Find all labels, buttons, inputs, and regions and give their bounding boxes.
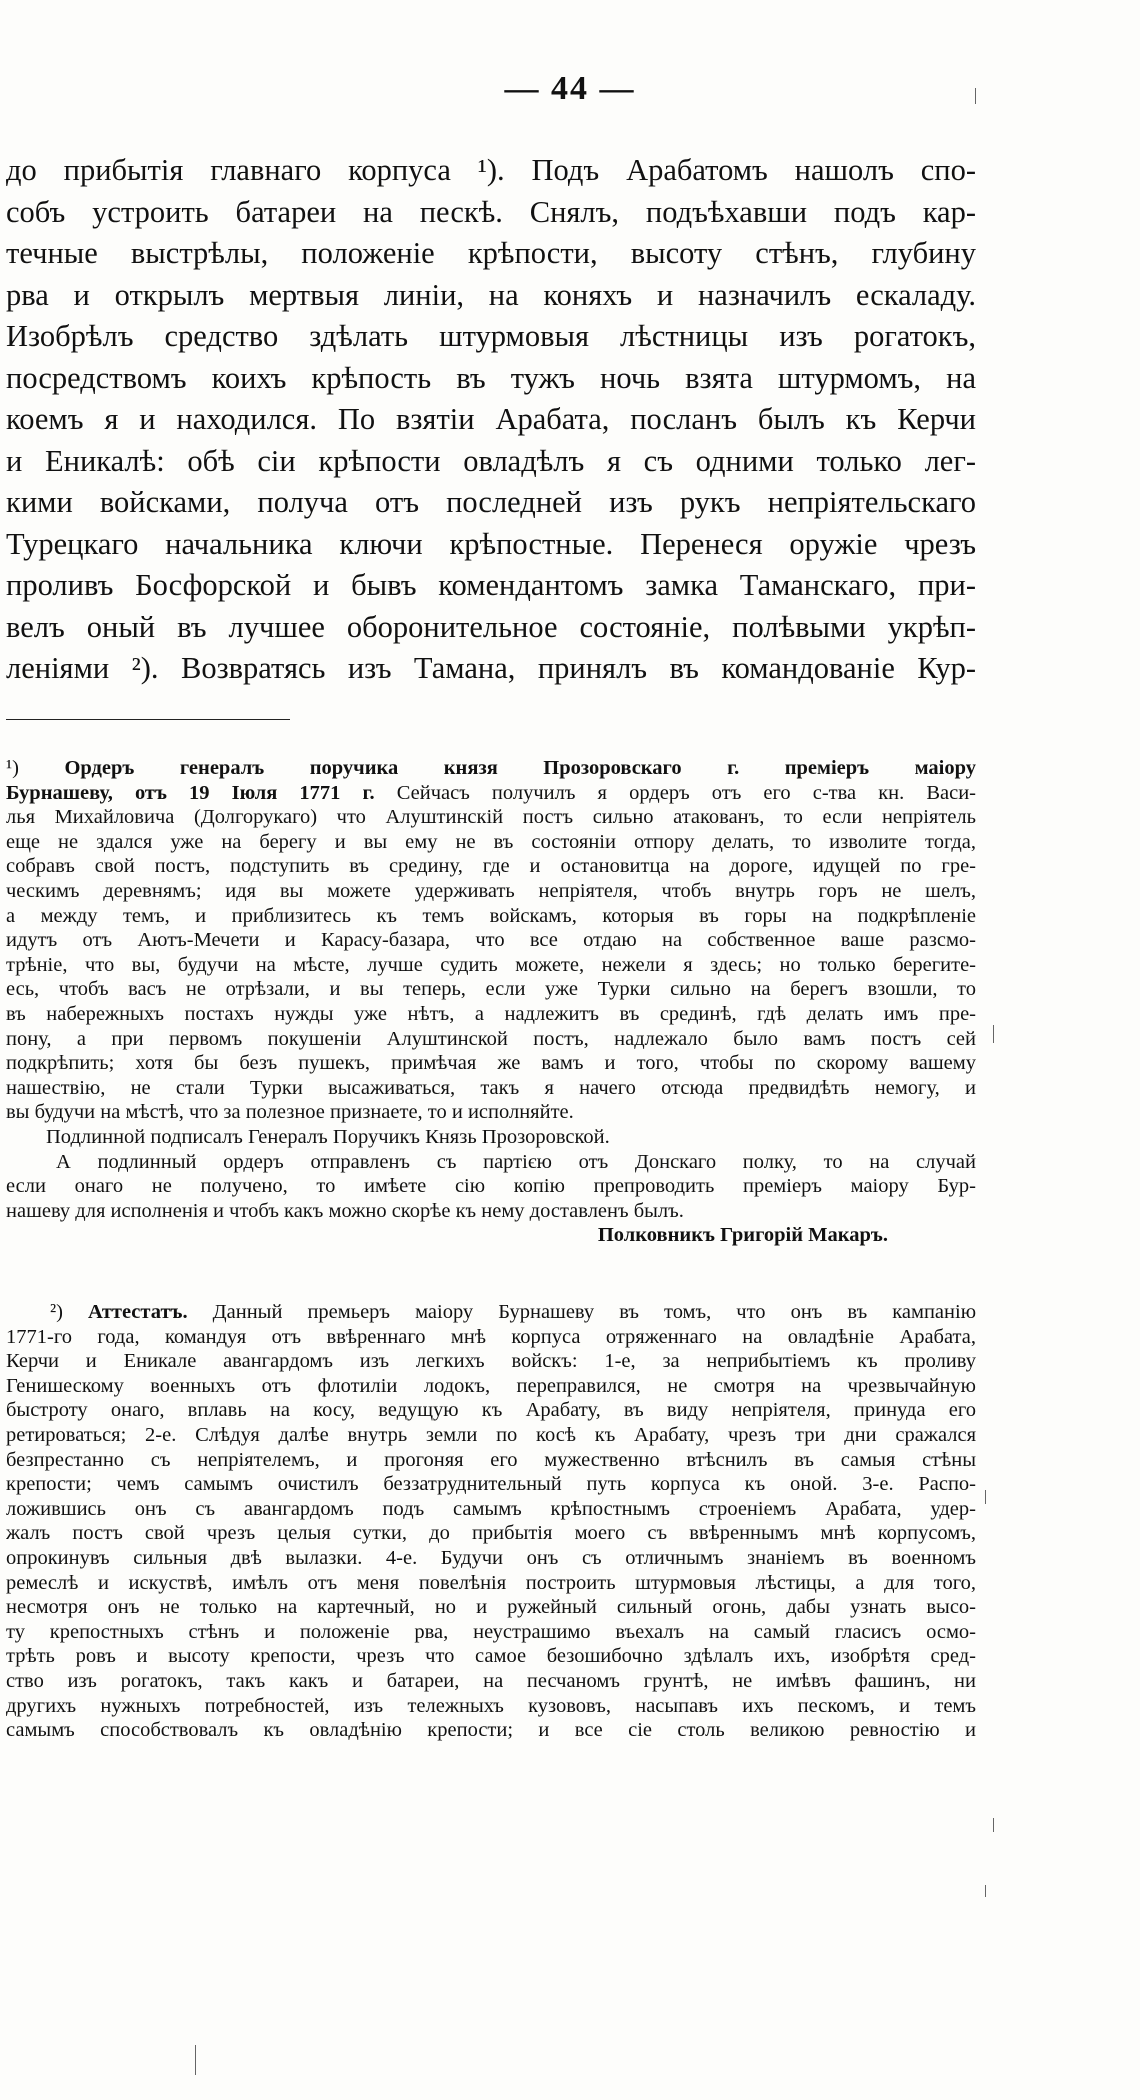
text-line: и Еникалѣ: обѣ сіи крѣпости овладѣлъ я съ одними только лег- — [6, 443, 976, 478]
footnote-line: быстроту онаго, вплавь на косу, ведущую къ Арабату, въ виду непріятеля, принуда его — [6, 1399, 976, 1422]
footnote-text: Данный премьеръ маіору Бурнашеву въ томъ, что онъ въ кампанію — [212, 1301, 976, 1323]
footnote-line: лья Михайловича (Долгорукаго) что Алуштинскій постъ сильно атакованъ, то если непріятель — [6, 806, 976, 829]
footnote-line: другихъ нужныхъ потребностей, изъ тележныхъ кузововъ, насыпавъ ихъ пескомъ, и темъ — [6, 1694, 976, 1717]
footnote-signature — [6, 1223, 976, 1248]
footnote-line — [6, 781, 976, 806]
footnote-line: трѣть ровъ и высоту крепости, чрезъ что самое безошибочно здѣлалъ ихъ, изобрѣтя сред- — [6, 1645, 976, 1668]
footnote-line: ретироваться; 2-е. Слѣдуя далѣе внутрь земли по косѣ къ Арабату, чрезъ три дни сражался — [6, 1423, 976, 1446]
footnote-line: подкрѣпить; хотя бы безъ пушекъ, примѣчая же вамъ и того, чтобы по скорому вашему — [6, 1052, 976, 1075]
text-line: проливъ Босфорской и бывъ комендантомъ замка Таманскаго, при- — [6, 568, 976, 602]
footnote-1 — [6, 756, 976, 1248]
footnote-heading — [6, 756, 976, 781]
text-line: велъ оный въ лучшее оборонительное состояніе, полѣвыми укрѣп- — [6, 609, 976, 644]
text-line: посредствомъ коихъ крѣпость въ тужъ ночь взята штурмомъ, на — [6, 360, 976, 395]
note-text: А подлинный ордеръ отправленъ съ партією отъ Донскаго полку, то на случай — [56, 1150, 976, 1173]
footnote-line: трѣніе, что вы, будучи на мѣсте, лучше судить можете, нежели я здесь; но только берегите- — [6, 953, 976, 976]
scan-artifact-mark — [985, 1885, 986, 1897]
footnote-line: пону, а при первомъ покушеніи Алуштинской постъ, надлежало было вамъ постъ сей — [6, 1027, 976, 1050]
signature-text: Полковникъ Григорій Макаръ. — [597, 1224, 888, 1247]
scan-artifact-mark — [195, 2045, 196, 2075]
footnote-line: ремеслѣ и искуствѣ, имѣлъ отъ меня повелѣнія построить штурмовыя лѣстицы, а для того, — [6, 1571, 976, 1594]
footnote-line: безпрестанно съ непріятелемъ, и прогоняя его мужественно втѣснилъ въ самыя стѣны — [6, 1448, 976, 1471]
footnote-2 — [6, 1300, 976, 1743]
footnote-line: ту крепостныхъ стѣнъ и положеніе рва, неустрашимо въехалъ на самый гласисъ осмо- — [6, 1620, 976, 1643]
text-line: рва и открылъ мертвыя линіи, на коняхъ и назначилъ ескаладу. — [6, 277, 976, 312]
footnote-marker: ¹) — [6, 757, 19, 779]
footnote-line: ческимъ деревнямъ; идя вы можете удерживать непріятеля, чтобъ внутрь горъ не шелъ, — [6, 879, 976, 902]
footnote-line: есь, чтобъ васъ не отрѣзали, и вы теперь, если уже Турки сильно на берегъ взошли, то — [6, 978, 976, 1001]
footnote-line: крепости; чемъ самымъ очистилъ беззатруднительный путь корпуса къ оной. 3-е. Распо- — [6, 1473, 976, 1496]
footnote-line: 1771-го года, командуя отъ ввѣреннаго мнѣ корпуса отряженнаго на овладѣніе Арабата, — [6, 1325, 976, 1348]
footnote-line: опрокинувъ сильныя двѣ вылазки. 4-е. Будучи онъ съ отличнымъ знаніемъ въ военномъ — [6, 1546, 976, 1569]
text-line: Турецкаго начальника ключи крѣпостные. Перенеся оружіе чрезъ — [6, 526, 976, 561]
footnote-line: ство изъ рогатокъ, такъ какъ и батареи, на песчаномъ грунтѣ, не имѣвъ фашинъ, ни — [6, 1669, 976, 1692]
footnote-line: въ набережныхъ постахъ нужды уже нѣтъ, а надлежитъ въ срединѣ, гдѣ делать имъ пре- — [6, 1002, 976, 1025]
footnote-line: ложившись онъ съ авангардомъ подъ самымъ крѣпостнымъ строеніемъ Арабата, удер- — [6, 1497, 976, 1520]
text-line: леніями ²). Возвратясь изъ Тамана, принялъ въ командованіе Кур- — [6, 651, 976, 685]
footnote-line: собравъ свой постъ, подступить въ средину, где и остановитца на дороге, идущей по гре- — [6, 855, 976, 878]
text-line: кими войсками, получа отъ последней изъ рукъ непріятельскаго — [6, 485, 976, 519]
footnote-separator — [6, 719, 290, 720]
text-line: коемъ я и находился. По взятіи Арабата, посланъ былъ къ Керчи — [6, 402, 976, 436]
footnote-line: еще не здался уже на берегу и вы ему не въ состояніи отпору делать, то изволите тогда, — [6, 830, 976, 853]
footnote-line: а между темъ, и приблизитесь къ темъ войскамъ, которыя въ горы на подкрѣпленіе — [6, 904, 976, 927]
scan-artifact-mark — [985, 1490, 986, 1504]
footnote-line: идутъ отъ Аютъ-Мечети и Карасу-базара, что все отдаю на собственное ваше разсмо- — [6, 929, 976, 952]
scan-artifact-mark — [993, 1818, 994, 1832]
footnote-heading — [6, 1300, 976, 1325]
footnote-line: жалъ постъ свой чрезъ целыя сутки, до прибытія моего съ ввѣреннымъ мнѣ корпусомъ, — [6, 1522, 976, 1545]
footnote-title: Ордеръ генералъ поручика князя Прозоровскаго г. преміеръ маіору — [64, 757, 976, 779]
footnote-title: Аттестатъ. — [88, 1301, 188, 1323]
footnote-note-line: если онаго не получено, то имѣете сію копію препроводить преміеръ маіору Бур- — [6, 1175, 976, 1198]
scan-artifact-mark — [993, 1025, 994, 1043]
footnote-line: несмотря онъ не только на картечный, но и ружейный сильный огонь, дабы узнать высо- — [6, 1596, 976, 1619]
footnote-signed — [6, 1125, 976, 1150]
footnote-date: Бурнашеву, отъ 19 Іюля 1771 г. — [6, 781, 375, 804]
text-line: собъ устроить батареи на пескѣ. Снялъ, подъѣхавши подъ кар- — [6, 194, 976, 229]
footnote-text: Сейчасъ получилъ я ордеръ отъ его с-тва кн. Васи- — [396, 781, 976, 804]
footnote-line: нашествію, не стали Турки высаживаться, такъ я начего отсюда предвидѣть немогу, и — [6, 1076, 976, 1099]
footnote-line: самымъ способствовалъ къ овладѣнію крепости; и все сіе столь великою ревностію и — [6, 1719, 976, 1742]
text-line: течные выстрѣлы, положеніе крѣпости, высоту стѣнъ, глубину — [6, 236, 976, 270]
page-number: — 44 — — [504, 70, 636, 107]
signed-text: Подлинной подписалъ Генералъ Поручикъ Князь Прозоровской. — [46, 1125, 610, 1148]
footnote-line: Генишескому военныхъ отъ флотиліи лодокъ, переправился, не смотря на чрезвычайную — [6, 1374, 976, 1397]
footnote-note-line: нашеву для исполненія и чтобъ какъ можно скорѣе къ нему доставленъ былъ. — [6, 1199, 684, 1222]
footnote-line: Керчи и Еникале авангардомъ изъ легкихъ войскъ: 1-е, за неприбытіемъ къ проливу — [6, 1350, 976, 1373]
scan-artifact-mark — [975, 88, 976, 104]
text-line: до прибытія главнаго корпуса ¹). Подъ Арабатомъ нашолъ спо- — [6, 153, 976, 187]
footnote-marker: ²) — [50, 1301, 63, 1323]
text-line: Изобрѣлъ средство здѣлать штурмовыя лѣстницы изъ рогатокъ, — [6, 319, 976, 353]
footnote-note-line — [6, 1150, 976, 1175]
footnote-line: вы будучи на мѣстѣ, что за полезное признаете, то и исполняйте. — [6, 1101, 574, 1124]
main-text-block — [6, 150, 976, 690]
